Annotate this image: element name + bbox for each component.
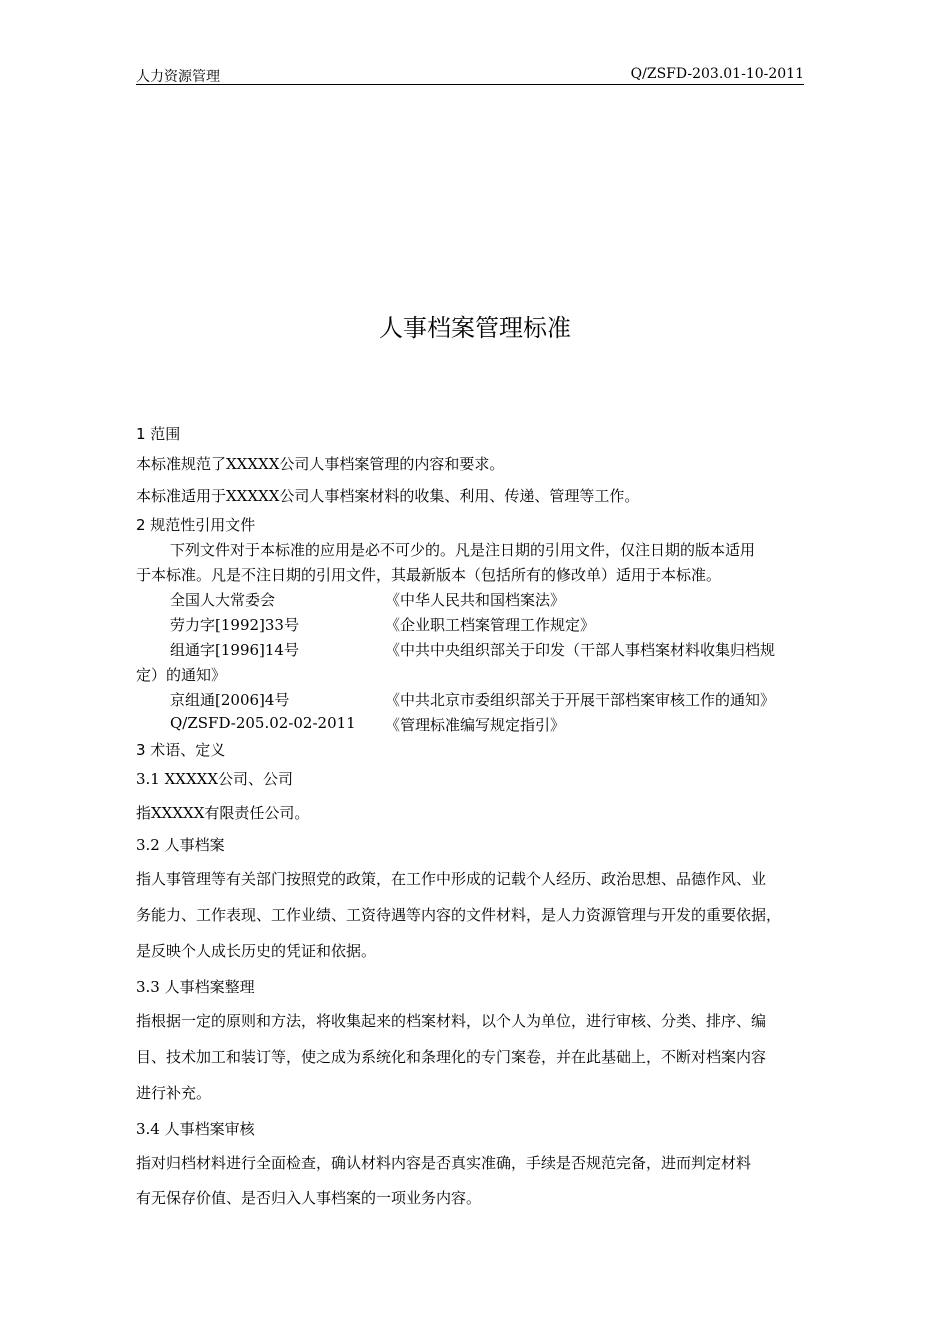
- term-body-line: 指对归档材料进行全面检查，确认材料内容是否真实准确，手续是否规范完备，进而判定材料: [136, 1154, 752, 1172]
- term-body-line: 有无保存价值、是否归入人事档案的一项业务内容。: [136, 1189, 482, 1207]
- reference-title: 《企业职工档案管理工作规定》: [385, 616, 596, 634]
- term-heading: 3.3 人事档案整理: [136, 978, 255, 996]
- reference-code: 劳力字[1992]33号: [170, 616, 299, 634]
- term-body-line: 指根据一定的原则和方法，将收集起来的档案材料，以个人为单位，进行审核、分类、排序、编: [136, 1012, 767, 1030]
- section-2-intro-line: 于本标准。凡是不注日期的引用文件，其最新版本（包括所有的修改单）适用于本标准。: [136, 566, 722, 584]
- term-body-line: 进行补充。: [136, 1084, 212, 1102]
- header-divider: [136, 84, 804, 85]
- reference-code: 京组通[2006]4号: [170, 691, 290, 709]
- document-title: 人事档案管理标准: [379, 314, 571, 342]
- section-1-paragraph: 本标准适用于XXXXX公司人事档案材料的收集、利用、传递、管理等工作。: [136, 487, 640, 505]
- term-body-line: 目、技术加工和装订等，使之成为系统化和条理化的专门案卷，并在此基础上，不断对档案内容: [136, 1048, 767, 1066]
- header-doc-code: Q/ZSFD-203.01-10-2011: [630, 66, 804, 82]
- term-heading: 3.2 人事档案: [136, 836, 225, 854]
- reference-title: 《中共北京市委组织部关于开展干部档案审核工作的通知》: [385, 691, 776, 709]
- term-body-line: 是反映个人成长历史的凭证和依据。: [136, 942, 377, 960]
- section-3-heading: 3 术语、定义: [136, 741, 226, 759]
- reference-title: 《中共中央组织部关于印发（干部人事档案材料收集归档规: [385, 641, 776, 659]
- reference-code: 组通字[1996]14号: [170, 641, 299, 659]
- term-heading: 3.1 XXXXX公司、公司: [136, 770, 294, 788]
- term-body-line: 务能力、工作表现、工作业绩、工资待遇等内容的文件材料，是人力资源管理与开发的重要依据，: [136, 906, 782, 924]
- term-body-line: 指XXXXX有限责任公司。: [136, 804, 310, 822]
- section-2-heading: 2 规范性引用文件: [136, 516, 256, 534]
- section-1-heading: 1 范围: [136, 425, 181, 443]
- reference-code: Q/ZSFD-205.02-02-2011: [170, 714, 356, 732]
- reference-title-continued: 定）的通知》: [136, 666, 227, 684]
- reference-title: 《管理标准编写规定指引》: [385, 716, 566, 734]
- section-2-intro-line: 下列文件对于本标准的应用是必不可少的。凡是注日期的引用文件，仅注日期的版本适用: [170, 541, 756, 559]
- reference-title: 《中华人民共和国档案法》: [385, 591, 566, 609]
- header-left-text: 人力资源管理: [136, 69, 220, 85]
- term-body-line: 指人事管理等有关部门按照党的政策，在工作中形成的记载个人经历、政治思想、品德作风、业: [136, 870, 767, 888]
- term-heading: 3.4 人事档案审核: [136, 1120, 255, 1138]
- reference-code: 全国人大常委会: [170, 591, 276, 609]
- section-1-paragraph: 本标准规范了XXXXX公司人事档案管理的内容和要求。: [136, 455, 505, 473]
